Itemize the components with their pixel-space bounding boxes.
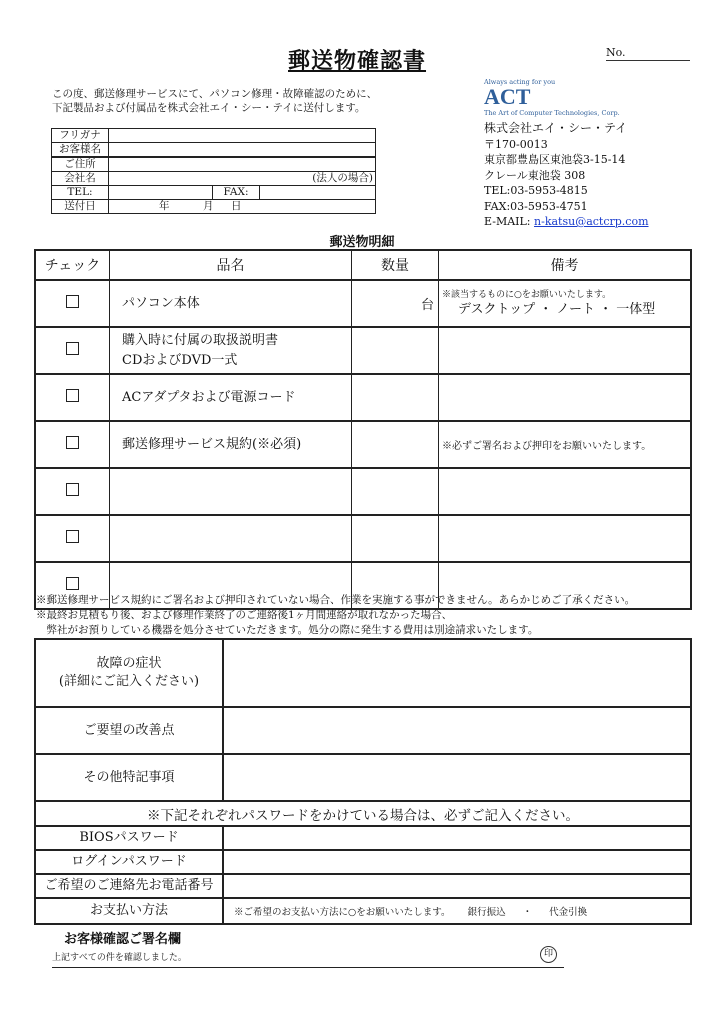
symptom-row bbox=[35, 639, 691, 707]
quantity-unit: 台 bbox=[420, 298, 434, 313]
notices: ※郵送修理サービス規約にご署名および押印されていない場合、作業を実施する事ができません。あらかじめご了承ください。 ※最終お見積もり後、および修理作業終了のご連絡後1ヶ月間連絡が取れなかった場合、 弊社がお預りしている機器を処分させていただきます。処分の際に発生する費用は別途請求いたします。 bbox=[36, 594, 636, 636]
fax-field[interactable] bbox=[260, 186, 376, 200]
item-remarks[interactable] bbox=[439, 374, 692, 421]
company-tel: TEL:03-5953-4815 bbox=[484, 184, 588, 197]
year-label: 年 bbox=[159, 200, 170, 212]
address-row bbox=[52, 157, 376, 172]
company-row bbox=[52, 172, 376, 186]
header-item-name: 品名 bbox=[110, 250, 352, 280]
document-number-label: No. bbox=[606, 46, 626, 59]
customer-name-field[interactable] bbox=[109, 143, 376, 158]
email-link[interactable]: n-katsu@actcrp.com bbox=[534, 215, 649, 228]
item-remarks[interactable] bbox=[439, 468, 692, 515]
email-label: E-MAIL: bbox=[484, 215, 531, 228]
payment-option-bank[interactable]: 銀行振込 bbox=[467, 907, 506, 918]
other-row bbox=[35, 754, 691, 801]
table-row bbox=[35, 468, 691, 515]
payment-note: ※ご希望のお支払い方法に○をお願いいたします。 bbox=[234, 907, 451, 918]
item-name: ACアダプタおよび電源コード bbox=[110, 374, 352, 421]
bios-password-row bbox=[35, 826, 691, 850]
address-field[interactable] bbox=[109, 157, 376, 172]
requests-label: ご要望の改善点 bbox=[35, 707, 223, 754]
table-row bbox=[35, 421, 691, 468]
company-fax: FAX:03-5953-4751 bbox=[484, 199, 588, 213]
send-date-row bbox=[52, 200, 376, 214]
page-title: 郵送物確認書 bbox=[288, 48, 427, 74]
items-table bbox=[34, 249, 692, 610]
header-quantity: 数量 bbox=[352, 250, 439, 280]
bios-password-label: BIOSパスワード bbox=[35, 826, 223, 850]
pc-type-options[interactable]: デスクトップ ・ ノート ・ 一体型 bbox=[458, 301, 656, 317]
company-tagline: Always acting for you bbox=[484, 78, 556, 86]
item-name[interactable] bbox=[110, 515, 352, 562]
details-table bbox=[34, 638, 692, 925]
contact-phone-label: ご希望のご連絡先お電話番号 bbox=[35, 874, 223, 898]
send-date-label: 送付日 bbox=[52, 200, 109, 214]
company-address-2: クレール東池袋 308 bbox=[484, 168, 586, 182]
other-field[interactable] bbox=[223, 754, 691, 801]
other-label: その他特記事項 bbox=[35, 754, 223, 801]
customer-name-label: お客様名 bbox=[52, 143, 109, 158]
company-name: 株式会社エイ・シー・テイ bbox=[484, 121, 628, 135]
company-address-1: 東京都豊島区東池袋3-15-14 bbox=[484, 153, 626, 166]
payment-option-separator: ・ bbox=[522, 907, 533, 918]
item-remarks[interactable] bbox=[439, 327, 692, 374]
month-label: 月 bbox=[203, 200, 214, 212]
furigana-field[interactable] bbox=[109, 129, 376, 143]
furigana-row bbox=[52, 129, 376, 143]
contact-phone-field[interactable] bbox=[223, 874, 691, 898]
company-info bbox=[484, 78, 649, 230]
password-notice-row bbox=[35, 801, 691, 826]
item-remarks: ※必ずご署名および押印をお願いいたします。 bbox=[439, 421, 692, 468]
item-name: パソコン本体 bbox=[110, 280, 352, 327]
checkbox[interactable] bbox=[66, 389, 79, 402]
item-quantity[interactable] bbox=[352, 374, 439, 421]
symptom-field[interactable] bbox=[223, 639, 691, 707]
signature-text: 上記すべての件を確認しました。 bbox=[52, 953, 187, 963]
payment-label: お支払い方法 bbox=[35, 898, 223, 924]
item-name: 購入時に付属の取扱説明書 CDおよびDVD一式 bbox=[110, 327, 352, 374]
intro-text: この度、郵送修理サービスにて、パソコン修理・故障確認のために、 下記製品および付属品を株式会社エイ・シー・テイに送付します。 bbox=[52, 88, 378, 114]
checkbox[interactable] bbox=[66, 342, 79, 355]
company-email-line bbox=[484, 214, 649, 230]
checkbox[interactable] bbox=[66, 295, 79, 308]
signature-title: お客様確認ご署名欄 bbox=[64, 932, 182, 947]
login-password-label: ログインパスワード bbox=[35, 850, 223, 874]
fax-label: FAX: bbox=[213, 186, 260, 200]
company-field[interactable] bbox=[109, 172, 376, 186]
header-check: チェック bbox=[35, 250, 110, 280]
requests-field[interactable] bbox=[223, 707, 691, 754]
table-row bbox=[35, 327, 691, 374]
item-quantity[interactable] bbox=[352, 327, 439, 374]
item-quantity[interactable] bbox=[352, 515, 439, 562]
payment-option-cod[interactable]: 代金引換 bbox=[549, 907, 588, 918]
checkbox[interactable] bbox=[66, 530, 79, 543]
document-number-field[interactable] bbox=[606, 46, 690, 61]
login-password-field[interactable] bbox=[223, 850, 691, 874]
checkbox[interactable] bbox=[66, 577, 79, 590]
item-name[interactable] bbox=[110, 468, 352, 515]
item-quantity[interactable] bbox=[352, 468, 439, 515]
item-quantity[interactable] bbox=[352, 280, 439, 327]
checkbox[interactable] bbox=[66, 436, 79, 449]
checkbox[interactable] bbox=[66, 483, 79, 496]
item-remarks: ※該当するものに○をお願いいたします。 デスクトップ ・ ノート ・ 一体型 bbox=[439, 280, 692, 327]
table-row bbox=[35, 374, 691, 421]
address-label: ご住所 bbox=[52, 157, 109, 172]
company-label: 会社名 bbox=[52, 172, 109, 186]
login-password-row bbox=[35, 850, 691, 874]
company-logo: ACT bbox=[484, 84, 531, 109]
tel-fax-row bbox=[52, 186, 376, 200]
customer-name-row bbox=[52, 143, 376, 158]
send-date-field[interactable] bbox=[109, 200, 376, 214]
table-row bbox=[35, 280, 691, 327]
password-notice: ※下記それぞれパスワードをかけている場合は、必ずご記入ください。 bbox=[35, 801, 691, 826]
header-remarks: 備考 bbox=[439, 250, 692, 280]
items-header-row bbox=[35, 250, 691, 280]
requests-row bbox=[35, 707, 691, 754]
furigana-label: フリガナ bbox=[52, 129, 109, 143]
signature-line[interactable] bbox=[52, 967, 564, 968]
payment-row bbox=[35, 898, 691, 924]
seal-icon: 印 bbox=[540, 946, 557, 963]
tel-label: TEL: bbox=[52, 186, 109, 200]
items-section-title: 郵送物明細 bbox=[329, 235, 395, 250]
payment-field bbox=[223, 898, 691, 924]
table-row bbox=[35, 515, 691, 562]
item-name: 郵送修理サービス規約(※必須) bbox=[110, 421, 352, 468]
symptom-label: 故障の症状 (詳細にご記入ください) bbox=[35, 639, 223, 707]
company-hint: (法人の場合) bbox=[312, 172, 373, 184]
company-full-name: The Art of Computer Technologies, Corp. bbox=[484, 109, 620, 117]
contact-phone-row bbox=[35, 874, 691, 898]
item-quantity[interactable] bbox=[352, 421, 439, 468]
customer-info-table bbox=[51, 128, 376, 214]
company-postal: 〒170-0013 bbox=[484, 137, 548, 151]
day-label: 日 bbox=[231, 200, 242, 212]
bios-password-field[interactable] bbox=[223, 826, 691, 850]
tel-field[interactable] bbox=[109, 186, 213, 200]
item-remarks[interactable] bbox=[439, 515, 692, 562]
